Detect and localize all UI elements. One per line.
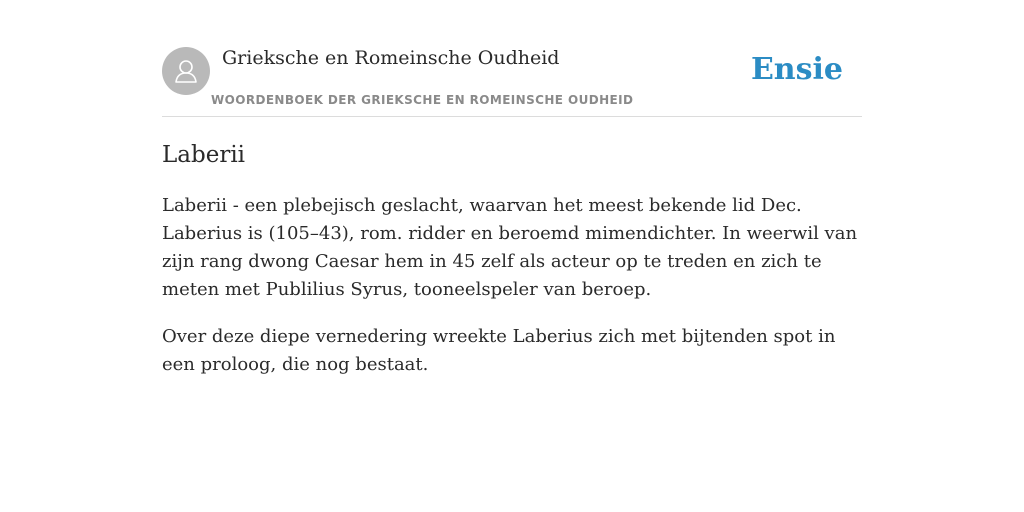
ensie-logo[interactable]: Ensie — [750, 52, 843, 87]
entry-paragraph: Over deze diepe vernedering wreekte Laberius zich met bijtenden spot in een proloog, die nog bestaat. — [162, 326, 836, 375]
entry-title: Laberii — [162, 142, 246, 168]
entry-body — [162, 192, 862, 398]
entry-paragraph: Laberii - een plebejisch geslacht, waarvan het meest bekende lid Dec. Laberius is (105–43), rom. ridder en beroemd mimendichter. In weerwil van zijn rang dwong Caesar hem in 45 zelf als acteur op te treden en zich te meten met Publilius Syrus, tooneelspeler van beroep. — [162, 195, 858, 300]
source-subtitle: WOORDENBOEK DER GRIEKSCHE EN ROMEINSCHE OUDHEID — [211, 93, 634, 107]
source-title[interactable]: Grieksche en Romeinsche Oudheid — [222, 47, 560, 69]
header — [162, 46, 862, 117]
avatar[interactable] — [162, 47, 210, 95]
user-icon — [171, 56, 201, 86]
